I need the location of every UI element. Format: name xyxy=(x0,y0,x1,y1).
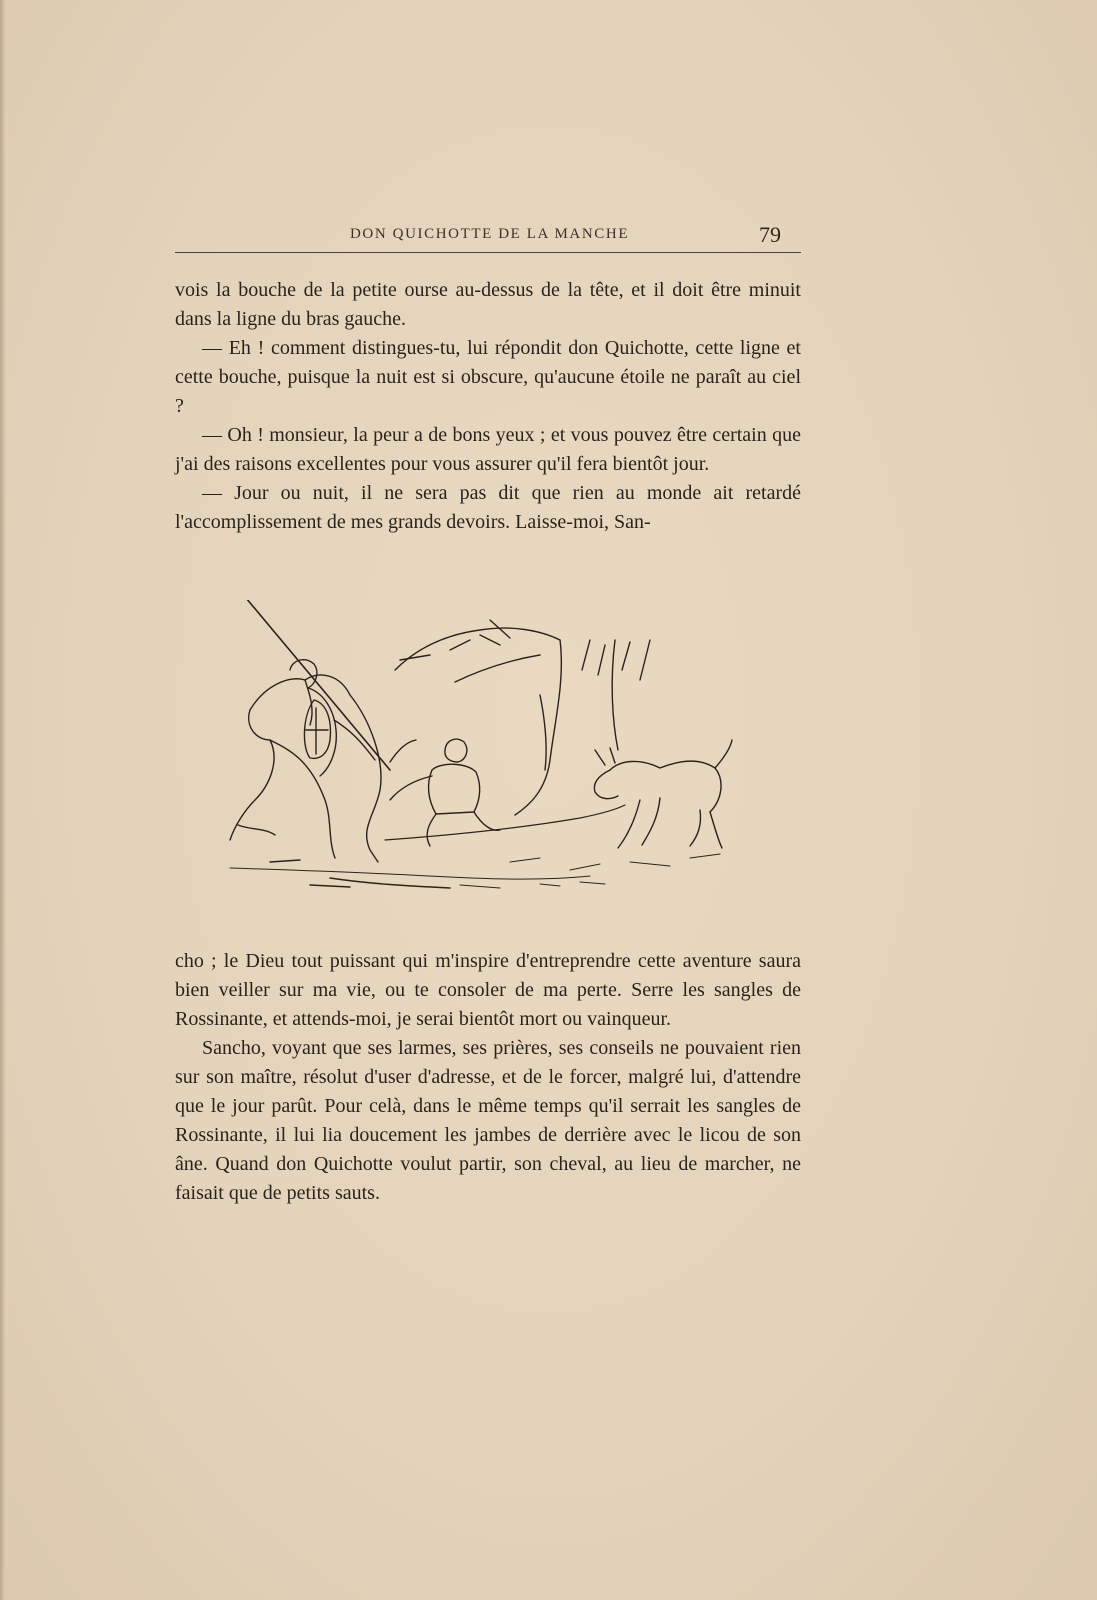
paragraph-continuation: cho ; le Dieu tout puissant qui m'inspire d'entreprendre cette aventure saura bien veiller sur ma vie, ou te consoler de ma perte. Serre les sangles de Rossinante, et attends-moi, je serai bientôt mort ou vainqueur. xyxy=(175,950,801,1030)
text-before-illustration xyxy=(175,276,801,537)
paragraph-dialogue: — Eh ! comment distingues-tu, lui répondit don Quichotte, cette ligne et cette bouche, puisque la nuit est si obscure, qu'aucune étoile ne paraît au ciel ? xyxy=(175,337,801,417)
header-rule xyxy=(175,252,801,253)
page-header xyxy=(175,224,801,264)
paragraph-narration: Sancho, voyant que ses larmes, ses prières, ses conseils ne pouvaient rien sur son maître, résolut d'user d'adresse, et de le forcer, malgré lui, d'attendre que le jour parût. Pour celà, dans le même temps qu'il serrait les sangles de Rossinante, il lui lia doucement les jambes de derrière avec le licou de son âne. Quand don Quichotte voulut partir, son cheval, au lieu de marcher, ne faisait que de petits sauts. xyxy=(175,1037,801,1204)
paragraph-dialogue: — Jour ou nuit, il ne sera pas dit que rien au monde ait retardé l'accomplissement de mes grands devoirs. Laisse-moi, San- xyxy=(175,482,801,533)
paragraph-dialogue: — Oh ! monsieur, la peur a de bons yeux ; et vous pouvez être certain que j'ai des raisons excellentes pour vous assurer qu'il fera bientôt jour. xyxy=(175,424,801,475)
text-after-illustration xyxy=(175,947,801,1208)
page-edge xyxy=(0,0,6,1600)
page-number: 79 xyxy=(759,222,781,247)
running-title: DON QUICHOTTE DE LA MANCHE xyxy=(350,226,630,242)
paragraph-continuation: vois la bouche de la petite ourse au-dessus de la tête, et il doit être minuit dans la ligne du bras gauche. xyxy=(175,279,801,330)
engraving-illustration xyxy=(210,600,770,912)
